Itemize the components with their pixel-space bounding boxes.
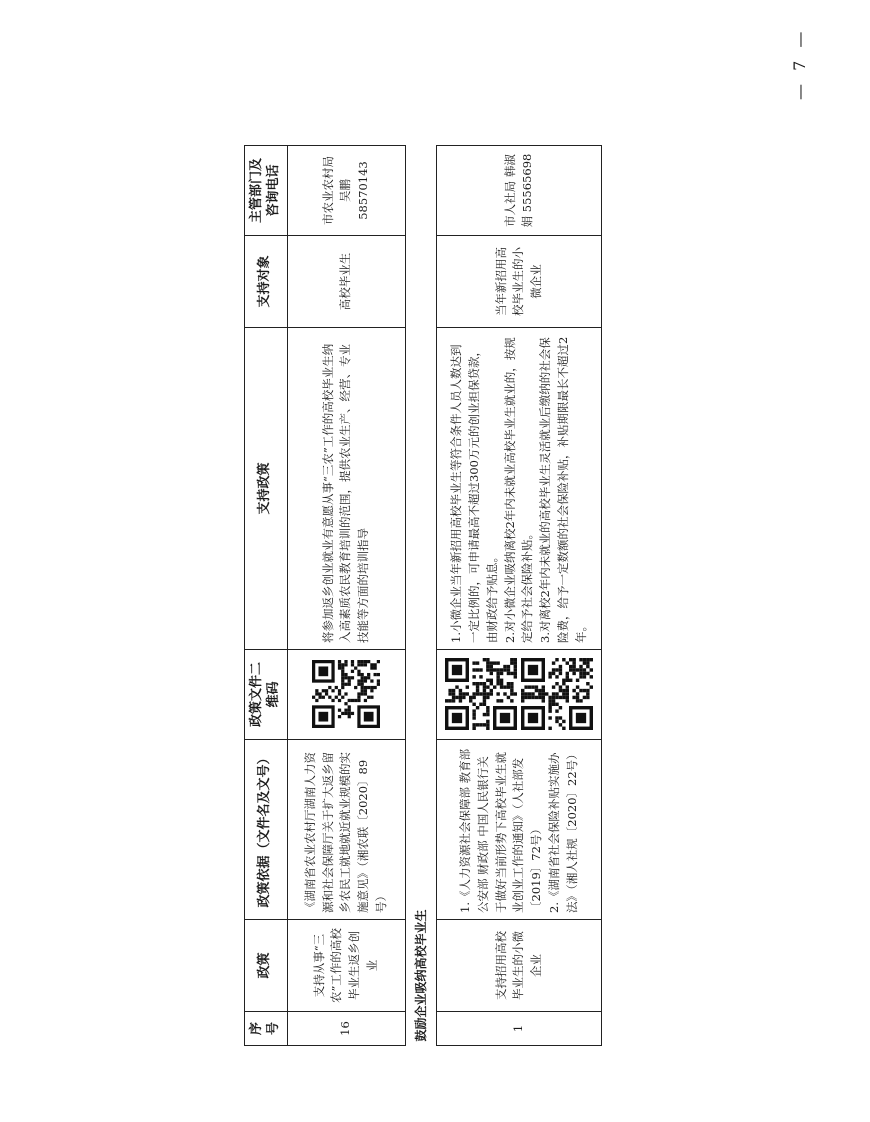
row-basis (437, 740, 602, 920)
row-basis: 《湖南省农业农村厅湖南人力资源和社会保障厅关于扩大返乡留乡农民工就地就近就业规模的实施意见》（湘农联〔2020〕89号） (287, 740, 405, 920)
support-item: 3.对离校2年内未就业的高校毕业生灵活就业后缴纳的社会保险费，给予一定数额的社会保险补贴，补贴期限最长不超过2年。 (538, 336, 588, 643)
qr-code-icon[interactable] (445, 659, 517, 731)
row-policy: 支持招用高校毕业生的小微企业 (437, 920, 602, 1012)
header-no: 序号 (245, 1012, 288, 1046)
row-target: 当年新招用高校毕业生的小微企业 (437, 236, 602, 328)
table-header-row (245, 146, 288, 1046)
header-support: 支持政策 (245, 328, 288, 650)
support-item: 1.小微企业当年新招用高校毕业生等符合条件人员人数达到一定比例的，可申请最高不超过300万元的创业担保贷款，由财政给予贴息。 (449, 344, 499, 643)
table-row (437, 146, 602, 1046)
basis-item: 1.《人力资源社会保障部 教育部 公安部 财政部 中国人民银行关于做好当前形势下高校毕业生就业创业工作的通知》（人社部发〔2019〕72号） (458, 748, 544, 913)
row-support: 将参加返乡创业就业有意愿从事“三农”工作的高校毕业生纳入高素质农民教育培训的范围，提供农业生产、经营、专业技能等方面的培训指导 (287, 328, 405, 650)
header-basis: 政策依据（文件名及文号） (245, 740, 288, 920)
qr-cell (437, 650, 602, 740)
row-no: 16 (287, 1012, 405, 1046)
row-no: 1 (437, 1012, 602, 1046)
header-dept: 主管部门及咨询电话 (245, 146, 288, 236)
section-title: 鼓励企业吸纳高校毕业生 (405, 146, 437, 1046)
qr-code-icon[interactable] (312, 661, 380, 729)
row-support (437, 328, 602, 650)
row-dept: 市人社局 韩淑娟 55565698 (437, 146, 602, 236)
row-policy: 支持从事“三农”工作的高校毕业生返乡创业 (287, 920, 405, 1012)
section-row (405, 146, 437, 1046)
policy-table (244, 145, 602, 1046)
rotated-page (170, 0, 870, 1060)
support-item: 2.对小微企业吸纳离校2年内未就业高校毕业生就业的，按规定给予社会保险补贴。 (502, 337, 535, 643)
header-target: 支持对象 (245, 236, 288, 328)
qr-code-icon[interactable] (521, 659, 593, 731)
row-dept: 市农业农村局 吴鹏 58570143 (287, 146, 405, 236)
header-qr: 政策文件二维码 (245, 650, 288, 740)
table-row (287, 146, 405, 1046)
page-number: — 7 — (790, 27, 809, 100)
row-target: 高校毕业生 (287, 236, 405, 328)
qr-cell (287, 650, 405, 740)
basis-item: 2.《湖南省社会保险补贴实施办法》（湘人社规〔2020〕22号） (547, 748, 579, 913)
header-policy: 政策 (245, 920, 288, 1012)
